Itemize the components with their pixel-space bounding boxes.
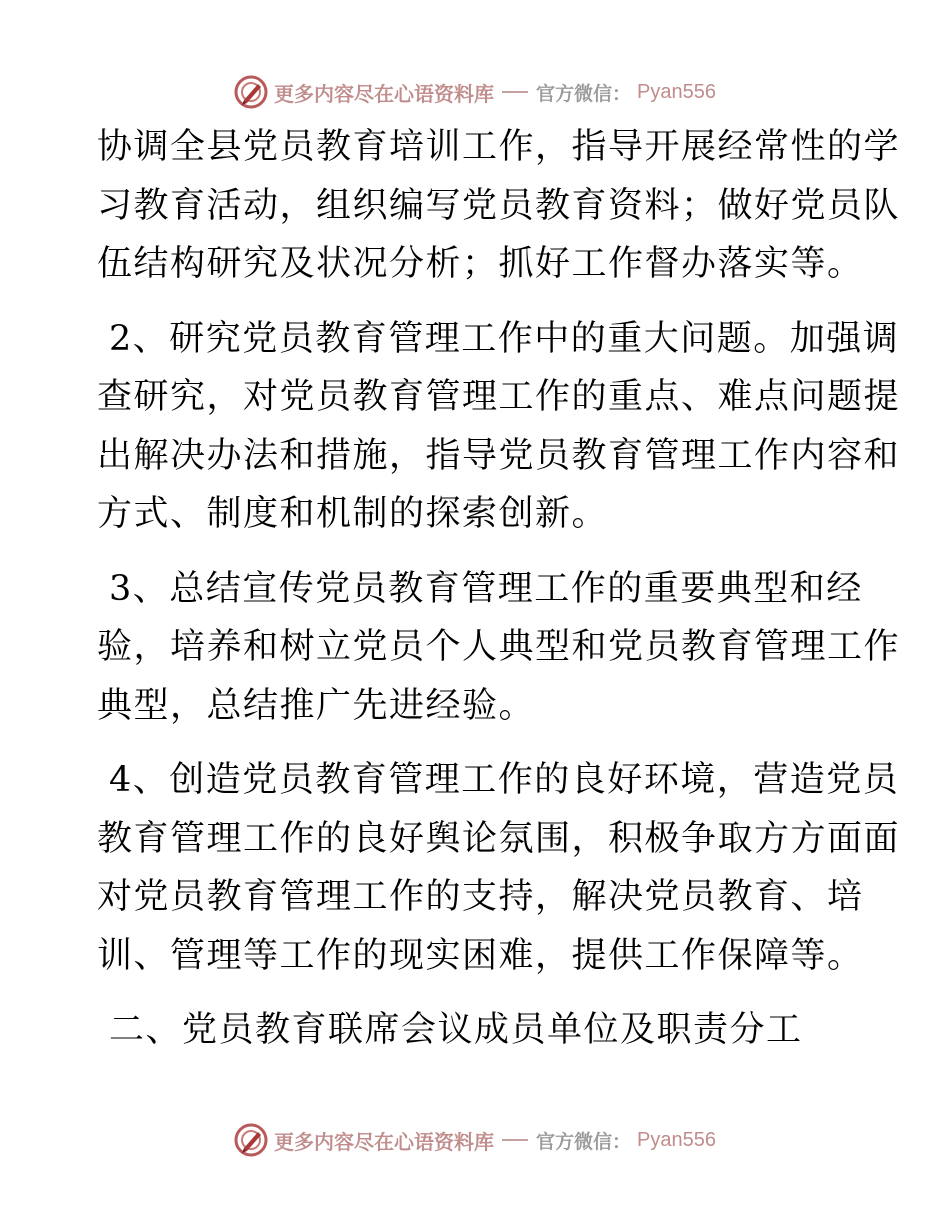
watermark-wechat-id: Pyan556 [637, 1128, 716, 1151]
text-line: 2、研究党员教育管理工作中的重大问题。加强调 [109, 318, 900, 359]
text-line: 典型，总结推广先进经验。 [97, 685, 536, 726]
text-line: 3、总结宣传党员教育管理工作的重要典型和经 [109, 568, 863, 609]
footer-watermark [0, 1120, 950, 1160]
watermark-wechat-id: Pyan556 [637, 80, 716, 103]
watermark-site-text: 更多内容尽在心语资料库 [274, 1129, 494, 1154]
paragraph-2 [97, 310, 901, 544]
text-line: 方式、制度和机制的探索创新。 [97, 494, 609, 534]
text-line: 出解决办法和措施，指导党员教育管理工作内容和 [97, 435, 901, 476]
pen-logo-icon [234, 75, 268, 109]
watermark-dash [502, 91, 528, 93]
watermark-wechat-label: 官方微信： [536, 1130, 632, 1153]
text-line: 4、创造党员教育管理工作的良好环境，营造党员 [109, 760, 900, 800]
text-line: 协调全县党员教育培训工作，指导开展经常性的学 [97, 127, 901, 167]
watermark-dash [502, 1139, 528, 1141]
section-heading: 二、党员教育联席会议成员单位及职责分工 [109, 1010, 803, 1050]
document-body [97, 118, 901, 1060]
paragraph-3 [97, 560, 901, 736]
text-line: 查研究，对党员教育管理工作的重点、难点问题提 [97, 377, 901, 417]
text-line: 伍结构研究及状况分析；抓好工作督办落实等。 [97, 244, 864, 284]
header-watermark [0, 72, 950, 112]
paragraph-1 [97, 118, 901, 294]
text-line: 教育管理工作的良好舆论氛围，积极争取方方面面 [97, 818, 901, 859]
text-line: 验，培养和树立党员个人典型和党员教育管理工作 [97, 627, 901, 667]
pen-logo-icon [234, 1123, 268, 1157]
text-line: 习教育活动，组织编写党员教育资料；做好党员队 [97, 185, 901, 226]
text-line: 训、管理等工作的现实困难，提供工作保障等。 [97, 935, 864, 976]
paragraph-4 [97, 751, 901, 985]
watermark-wechat-label: 官方微信： [536, 82, 632, 105]
text-line: 对党员教育管理工作的支持，解决党员教育、培 [97, 877, 864, 917]
watermark-site-text: 更多内容尽在心语资料库 [274, 81, 494, 106]
